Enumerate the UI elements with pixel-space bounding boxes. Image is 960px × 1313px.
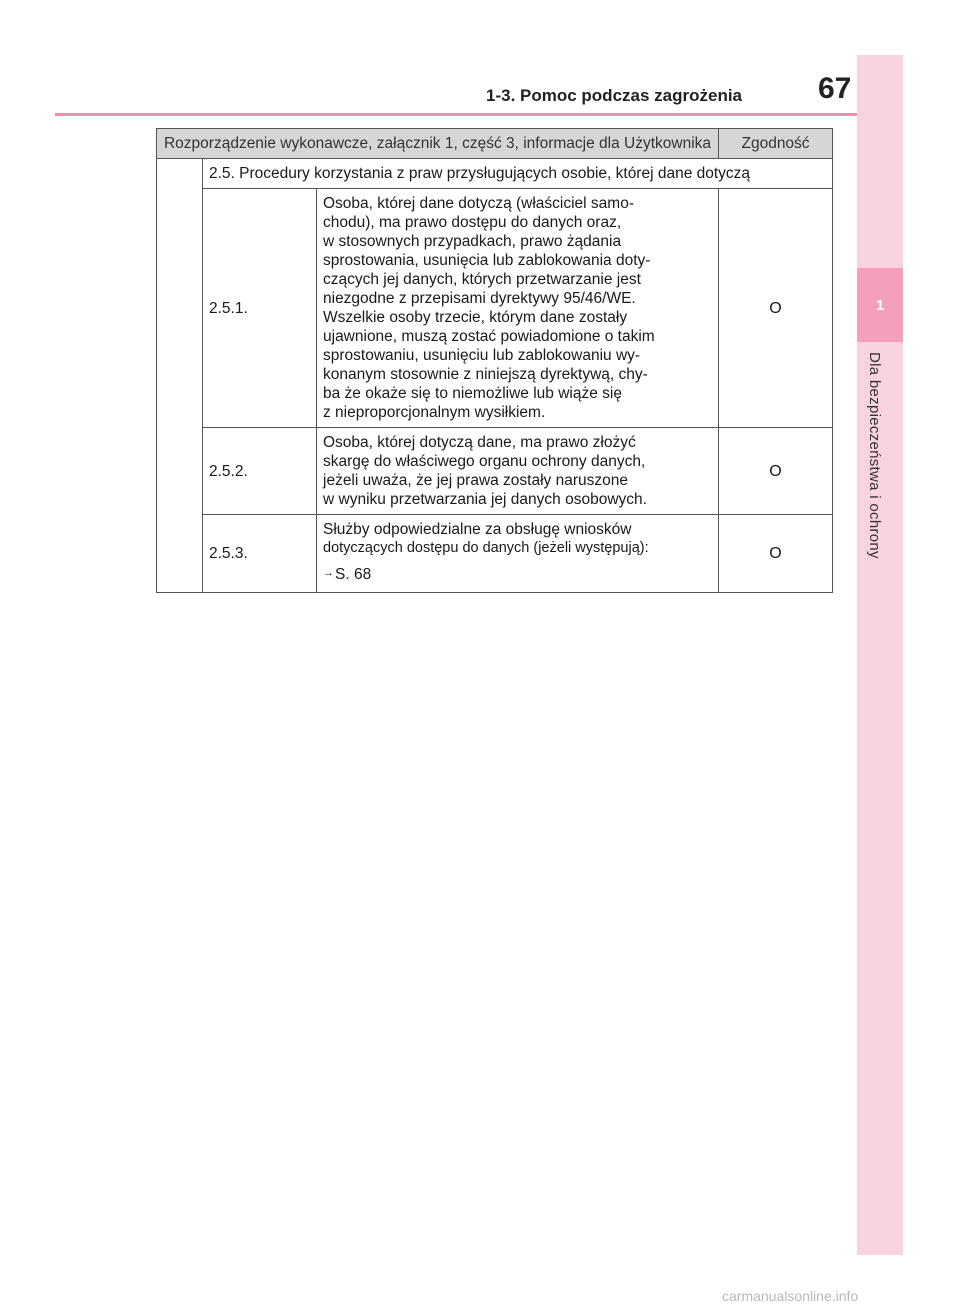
page-reference-link[interactable] <box>323 564 712 584</box>
section-heading: 2.5. Procedury korzystania z praw przysługujących osobie, której dane dotyczą <box>203 159 833 189</box>
section-title: 1-3. Pomoc podczas zagrożenia <box>486 86 743 105</box>
description-line: Osoba, której dane dotyczą (właściciel samo- <box>323 195 634 212</box>
description-line: z nieproporcjonalnym wysiłkiem. <box>323 404 546 421</box>
row-description <box>317 428 719 515</box>
page-reference: S. 68 <box>335 566 372 583</box>
description-line: sprostowania, usunięcia lub zablokowania doty- <box>323 252 651 269</box>
chapter-title: Dla bezpieczeństwa i ochrony <box>866 352 883 559</box>
compliance-value: O <box>719 428 833 515</box>
row-number: 2.5.3. <box>203 515 317 593</box>
description-line: Osoba, której dotyczą dane, ma prawo złożyć <box>323 434 636 451</box>
compliance-value: O <box>719 515 833 593</box>
watermark: carmanualsonline.info <box>722 1288 859 1304</box>
compliance-header: Zgodność <box>719 129 833 159</box>
arrow-right-icon: → <box>323 567 334 579</box>
row-number: 2.5.1. <box>203 189 317 428</box>
regulation-header: Rozporządzenie wykonawcze, załącznik 1, część 3, informacje dla Użytkownika <box>157 129 719 159</box>
row-description <box>317 515 719 593</box>
description-line: niezgodne z przepisami dyrektywy 95/46/WE. <box>323 290 636 307</box>
header-divider <box>55 113 857 116</box>
description-line: w wyniku przetwarzania jej danych osobowych. <box>323 491 647 508</box>
description-line: Służby odpowiedzialne za obsługę wniosków <box>323 521 632 538</box>
description-line: jeżeli uważa, że jej prawa zostały naruszone <box>323 472 628 489</box>
regulation-table <box>156 128 833 593</box>
table-header-row <box>157 129 833 159</box>
description-line: ba że okaże się to niemożliwe lub wiąże się <box>323 385 622 402</box>
chapter-number: 1 <box>875 296 885 314</box>
chapter-tab[interactable] <box>857 268 903 342</box>
table-row <box>157 515 833 593</box>
row-description <box>317 189 719 428</box>
table-row <box>157 189 833 428</box>
blank-indent-cell <box>157 159 203 593</box>
description-line: sprostowaniu, usunięciu lub zablokowaniu wy- <box>323 347 641 364</box>
description-line: chodu), ma prawo dostępu do danych oraz, <box>323 214 622 231</box>
row-number: 2.5.2. <box>203 428 317 515</box>
description-line: skargę do właściwego organu ochrony danych, <box>323 453 646 470</box>
description-line: konanym stosownie z niniejszą dyrektywą, chy- <box>323 366 648 383</box>
description-line: dotyczących dostępu do danych (jeżeli występują): <box>323 540 649 556</box>
page-number: 67 <box>818 72 852 105</box>
chapter-sidebar <box>857 55 903 1255</box>
description-line: czących jej danych, których przetwarzanie jest <box>323 271 641 288</box>
description-line: Wszelkie osoby trzecie, którym dane zostały <box>323 309 628 326</box>
compliance-value: O <box>719 189 833 428</box>
description-line: ujawnione, muszą zostać powiadomione o takim <box>323 328 655 345</box>
description-line: w stosownych przypadkach, prawo żądania <box>323 233 622 250</box>
section-heading-row <box>157 159 833 189</box>
table-row <box>157 428 833 515</box>
